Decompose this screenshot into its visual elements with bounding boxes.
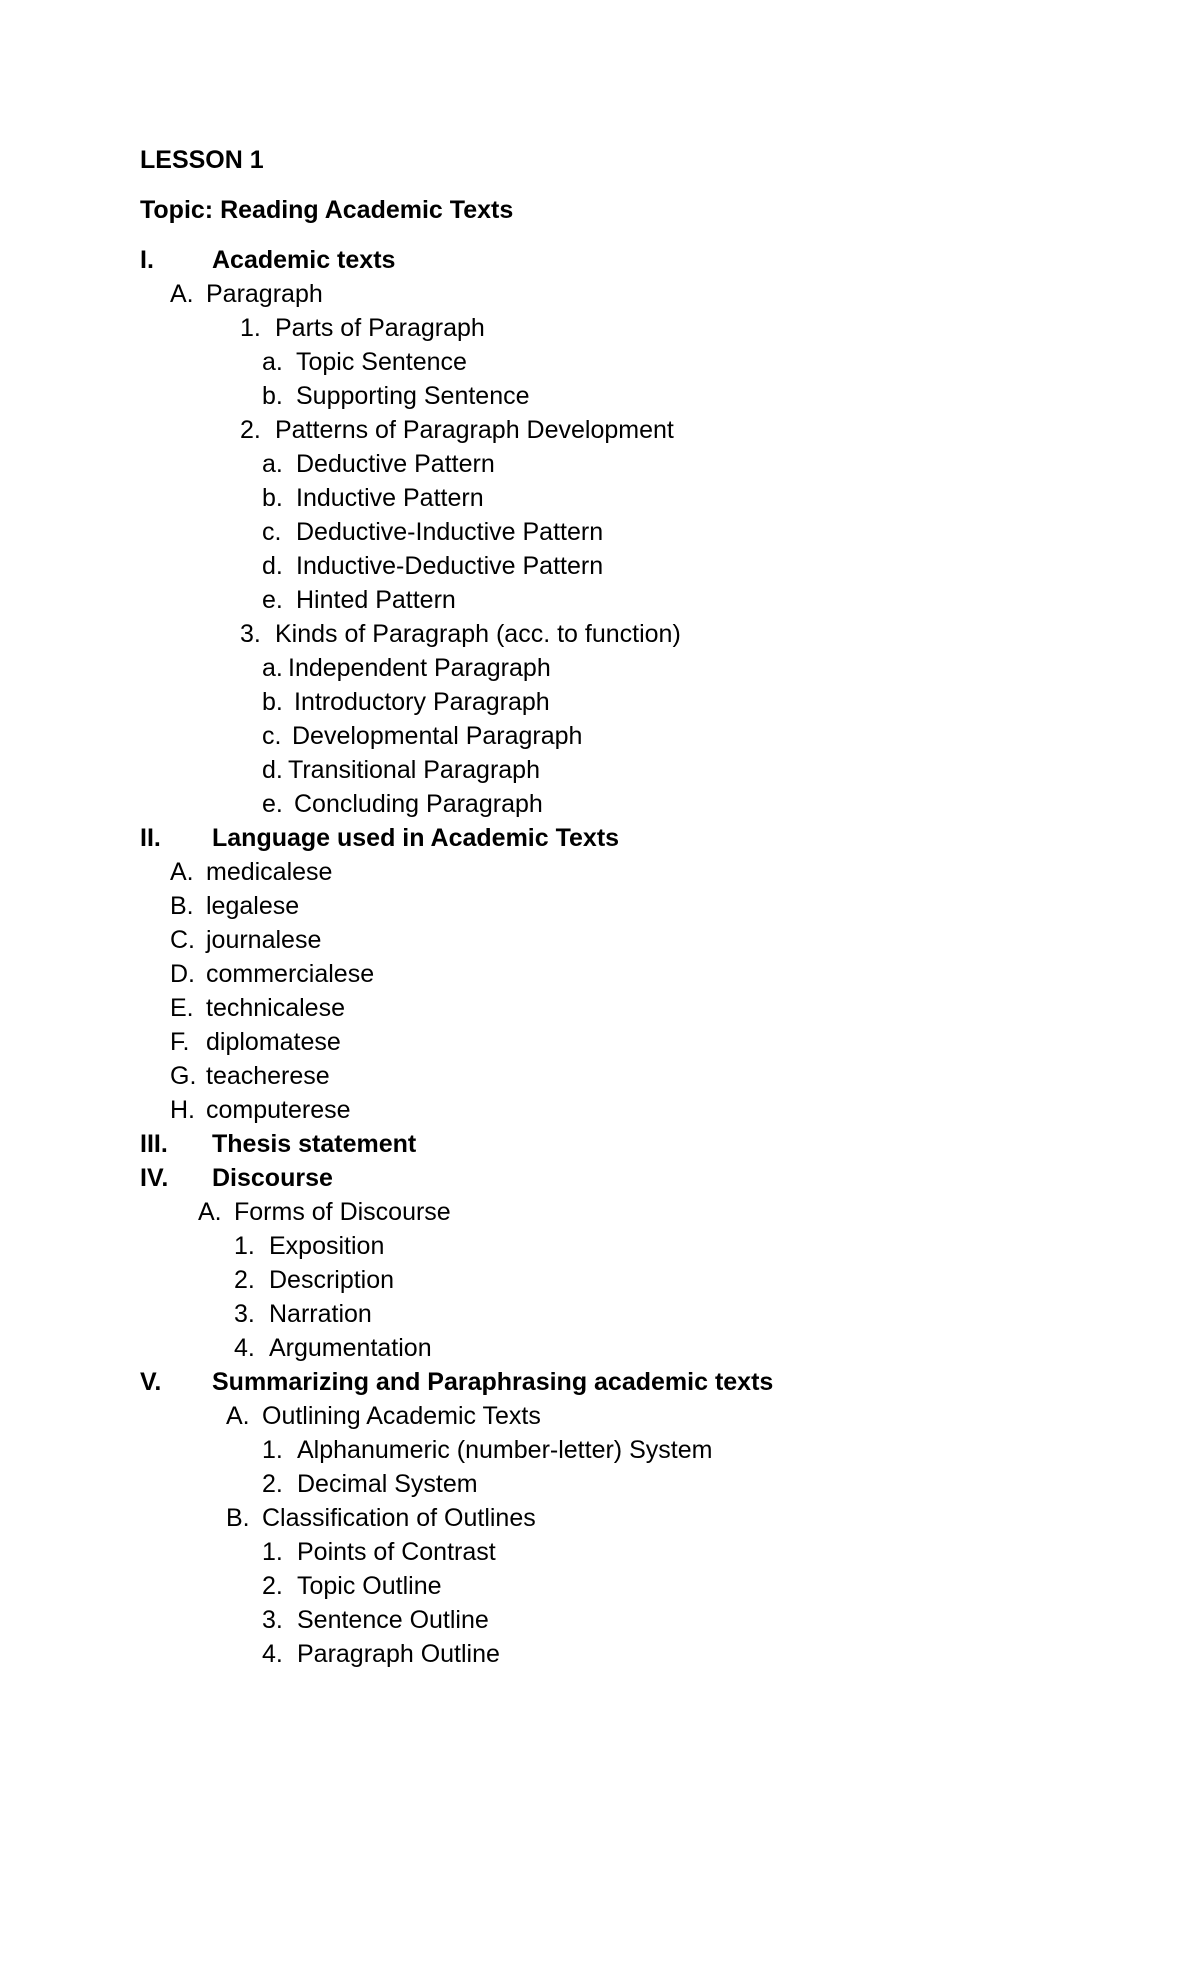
outline-item-text: Hinted Pattern (296, 586, 456, 614)
outline-item-marker: e. (262, 586, 283, 614)
outline-item-marker: b. (262, 688, 283, 716)
outline-item-marker: 1. (234, 1232, 255, 1260)
outline-item-text: Paragraph Outline (297, 1640, 500, 1668)
section-1-number: I. (140, 246, 154, 274)
outline-item-marker: a. (262, 654, 283, 682)
section-4-title: Discourse (212, 1164, 333, 1192)
outline-item-marker: d. (262, 756, 283, 784)
outline-item-text: Alphanumeric (number-letter) System (297, 1436, 713, 1464)
outline-item-marker: H. (170, 1096, 195, 1124)
outline-item-text: Parts of Paragraph (275, 314, 485, 342)
outline-item-marker: 2. (262, 1572, 283, 1600)
outline-item-text: teacherese (206, 1062, 330, 1090)
outline-item-text: technicalese (206, 994, 345, 1022)
outline-item-text: Topic Outline (297, 1572, 442, 1600)
section-2-title: Language used in Academic Texts (212, 824, 620, 852)
outline-item-marker: A. (170, 858, 194, 886)
section-3-title: Thesis statement (212, 1130, 417, 1158)
outline-item-marker: 3. (240, 620, 261, 648)
outline-item-marker: A. (170, 280, 194, 308)
outline-item-text: Inductive-Deductive Pattern (296, 552, 604, 580)
outline-item-marker: a. (262, 450, 283, 478)
outline-item-marker: G. (170, 1062, 197, 1090)
section-2-number: II. (140, 824, 161, 852)
outline-item-text: Supporting Sentence (296, 382, 530, 410)
outline-item-text: Deductive Pattern (296, 450, 495, 478)
lesson-heading: LESSON 1 (140, 146, 264, 174)
outline-item-marker: c. (262, 722, 282, 750)
outline-item-text: Introductory Paragraph (294, 688, 550, 716)
outline-item-text: Transitional Paragraph (288, 756, 540, 784)
outline-item-marker: B. (170, 892, 194, 920)
outline-item-marker: B. (226, 1504, 250, 1532)
outline-item-marker: 1. (262, 1436, 283, 1464)
outline-item-text: Paragraph (206, 280, 323, 308)
outline-item-text: Argumentation (269, 1334, 432, 1362)
outline-item-text: Sentence Outline (297, 1606, 489, 1634)
outline-item-marker: 2. (262, 1470, 283, 1498)
outline-item-text: Concluding Paragraph (294, 790, 543, 818)
topic-heading: Topic: Reading Academic Texts (140, 196, 514, 224)
outline-item-text: Forms of Discourse (234, 1198, 451, 1226)
outline-item-marker: A. (226, 1402, 250, 1430)
outline-item-marker: F. (170, 1028, 190, 1056)
outline-item-marker: D. (170, 960, 195, 988)
outline-item-text: Independent Paragraph (288, 654, 551, 682)
outline-item-marker: 2. (234, 1266, 255, 1294)
section-1-title: Academic texts (212, 246, 396, 274)
outline-item-marker: 2. (240, 416, 261, 444)
outline-item-marker: e. (262, 790, 283, 818)
outline-item-text: journalese (206, 926, 322, 954)
outline-item-text: commercialese (206, 960, 375, 988)
outline-item-marker: 1. (240, 314, 261, 342)
outline-item-text: Topic Sentence (296, 348, 467, 376)
outline-item-text: Decimal System (297, 1470, 478, 1498)
outline-item-text: Deductive-Inductive Pattern (296, 518, 604, 546)
outline-item-marker: b. (262, 382, 283, 410)
outline-item-text: diplomatese (206, 1028, 341, 1056)
outline-item-text: Outlining Academic Texts (262, 1402, 541, 1430)
outline-item-marker: C. (170, 926, 195, 954)
outline-item-marker: 4. (234, 1334, 255, 1362)
outline-item-marker: 3. (262, 1606, 283, 1634)
outline-item-marker: E. (170, 994, 194, 1022)
outline-item-text: Kinds of Paragraph (acc. to function) (275, 620, 681, 648)
outline-item-marker: A. (198, 1198, 222, 1226)
outline-item-text: legalese (206, 892, 300, 920)
outline-item-marker: c. (262, 518, 282, 546)
outline-item-marker: 4. (262, 1640, 283, 1668)
outline-item-text: medicalese (206, 858, 333, 886)
section-3-number: III. (140, 1130, 168, 1158)
outline-item-marker: b. (262, 484, 283, 512)
outline-item-text: computerese (206, 1096, 351, 1124)
outline-item-marker: d. (262, 552, 283, 580)
outline-item-text: Inductive Pattern (296, 484, 484, 512)
outline-item-text: Exposition (269, 1232, 385, 1260)
section-4-number: IV. (140, 1164, 169, 1192)
outline-item-marker: a. (262, 348, 283, 376)
outline-item-text: Developmental Paragraph (292, 722, 583, 750)
outline-item-text: Patterns of Paragraph Development (275, 416, 674, 444)
outline-item-marker: 3. (234, 1300, 255, 1328)
outline-item-marker: 1. (262, 1538, 283, 1566)
section-5-title: Summarizing and Paraphrasing academic texts (212, 1368, 774, 1396)
outline-item-text: Narration (269, 1300, 372, 1328)
outline-item-text: Classification of Outlines (262, 1504, 536, 1532)
outline-item-text: Points of Contrast (297, 1538, 496, 1566)
outline-item-text: Description (269, 1266, 395, 1294)
section-5-number: V. (140, 1368, 162, 1396)
